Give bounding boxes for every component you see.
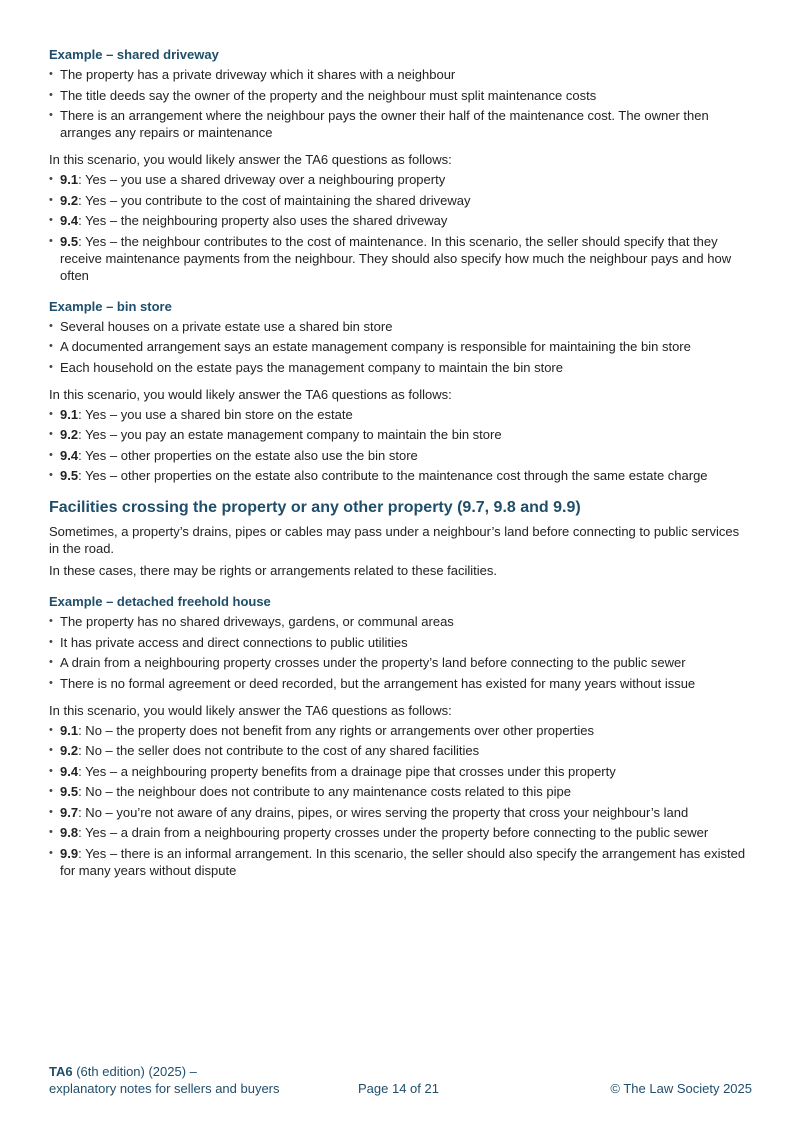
answer-text: : Yes – the neighbouring property also uses the shared driveway <box>78 213 448 228</box>
question-number: 9.2 <box>60 192 79 208</box>
question-number: 9.1 <box>60 722 79 738</box>
answers-intro: In this scenario, you would likely answer the TA6 questions as follows: <box>49 386 452 402</box>
fact-item: • There is an arrangement where the neighbour pays the owner their half of the maintenance cost. The owner then arranges any repairs or maintenance <box>49 107 749 141</box>
example-heading: Example – detached freehold house <box>49 594 271 609</box>
question-number: 9.5 <box>60 233 79 249</box>
answer-item <box>49 845 749 879</box>
question-number: 9.1 <box>60 406 79 422</box>
example-heading: Example – shared driveway <box>49 47 219 62</box>
answers-list <box>49 171 749 284</box>
question-number: 9.5 <box>60 784 79 799</box>
document-edition: (6th edition) (2025) – <box>72 1064 197 1079</box>
fact-item: • A documented arrangement says an estate management company is responsible for maintaining the bin store <box>49 338 749 355</box>
fact-item: • Each household on the estate pays the management company to maintain the bin store <box>49 359 749 376</box>
answer-item <box>49 742 749 759</box>
answer-text: : Yes – you use a shared driveway over a neighbouring property <box>78 172 446 187</box>
answer-text: : No – you’re not aware of any drains, pipes, or wires serving the property that cross your neighbour’s land <box>78 804 689 820</box>
answer-text: : Yes – there is an informal arrangement. In this scenario, the seller should also specify the arrangement has existed for many years without dispute <box>60 845 746 878</box>
page-content <box>49 46 749 882</box>
section-heading: Facilities crossing the property or any other property (9.7, 9.8 and 9.9) <box>49 499 581 516</box>
fact-item: • A drain from a neighbouring property crosses under the property’s land before connecting to the public sewer <box>49 654 749 671</box>
answer-text: : No – the seller does not contribute to the cost of any shared facilities <box>78 743 480 758</box>
question-number: 9.2 <box>60 743 79 758</box>
answer-text: : Yes – other properties on the estate also contribute to the maintenance cost through the same estate charge <box>78 468 708 483</box>
example-bin-store <box>49 298 749 485</box>
document-subtitle: explanatory notes for sellers and buyers <box>49 1081 280 1096</box>
answer-item <box>49 783 749 800</box>
answer-item <box>49 763 749 780</box>
question-number: 9.4 <box>60 763 79 779</box>
question-number: 9.7 <box>60 804 79 820</box>
document-code: TA6 <box>49 1064 73 1079</box>
question-number: 9.4 <box>60 213 79 228</box>
answers-intro: In this scenario, you would likely answer the TA6 questions as follows: <box>49 152 452 167</box>
facilities-section <box>49 498 749 879</box>
answer-item <box>49 804 749 821</box>
answer-item <box>49 406 749 423</box>
fact-item: • The property has a private driveway which it shares with a neighbour <box>49 66 749 83</box>
answers-list <box>49 722 749 879</box>
answer-item <box>49 467 749 484</box>
answer-item <box>49 192 749 209</box>
fact-item: • The title deeds say the owner of the property and the neighbour must split maintenance costs <box>49 87 749 104</box>
example-detached-house <box>49 593 749 879</box>
answer-item <box>49 212 749 229</box>
copyright: © The Law Society 2025 <box>610 1081 752 1096</box>
page-footer <box>49 1063 752 1103</box>
answer-text: : Yes – a neighbouring property benefits from a drainage pipe that crosses under this property <box>78 763 616 779</box>
answer-text: : Yes – you use a shared bin store on the estate <box>78 406 353 422</box>
question-number: 9.9 <box>60 845 79 861</box>
answer-item <box>49 171 749 188</box>
question-number: 9.4 <box>60 447 79 463</box>
answer-item <box>49 233 749 284</box>
answers-list <box>49 406 749 485</box>
answer-item <box>49 426 749 443</box>
answer-item <box>49 722 749 739</box>
question-number: 9.1 <box>60 172 79 187</box>
question-number: 9.5 <box>60 468 79 483</box>
document-title <box>49 1063 280 1097</box>
answer-text: : No – the property does not benefit from any rights or arrangements over other properties <box>78 722 595 738</box>
fact-item: • The property has no shared driveways, gardens, or communal areas <box>49 613 749 630</box>
answers-intro: In this scenario, you would likely answer the TA6 questions as follows: <box>49 702 452 718</box>
example-heading: Example – bin store <box>49 298 172 314</box>
facts-list <box>49 66 749 141</box>
answer-text: : No – the neighbour does not contribute to any maintenance costs related to this pipe <box>78 784 571 799</box>
answer-text: : Yes – you contribute to the cost of maintaining the shared driveway <box>78 192 471 208</box>
fact-item: • Several houses on a private estate use a shared bin store <box>49 318 749 335</box>
fact-item: • It has private access and direct connections to public utilities <box>49 634 749 651</box>
answer-text: : Yes – you pay an estate management company to maintain the bin store <box>78 427 502 442</box>
question-number: 9.2 <box>60 427 79 442</box>
facts-list <box>49 613 749 692</box>
answer-text: : Yes – the neighbour contributes to the cost of maintenance. In this scenario, the seller should specify that they receive maintenance payments from the neighbour. They should also specify how much the neighbour pays and how often <box>60 233 732 283</box>
answer-item <box>49 447 749 464</box>
answer-text: : Yes – a drain from a neighbouring property crosses under the property before connecting to the public sewer <box>78 825 709 840</box>
answer-item <box>49 824 749 841</box>
page-number: Page 14 of 21 <box>358 1081 439 1096</box>
answer-text: : Yes – other properties on the estate also use the bin store <box>78 447 418 463</box>
fact-item: • There is no formal agreement or deed recorded, but the arrangement has existed for many years without issue <box>49 675 749 692</box>
paragraph: Sometimes, a property’s drains, pipes or cables may pass under a neighbour’s land before connecting to public services in the road. <box>49 524 740 556</box>
facts-list <box>49 318 749 376</box>
paragraph: In these cases, there may be rights or arrangements related to these facilities. <box>49 563 498 578</box>
question-number: 9.8 <box>60 825 79 840</box>
example-shared-driveway <box>49 46 749 284</box>
